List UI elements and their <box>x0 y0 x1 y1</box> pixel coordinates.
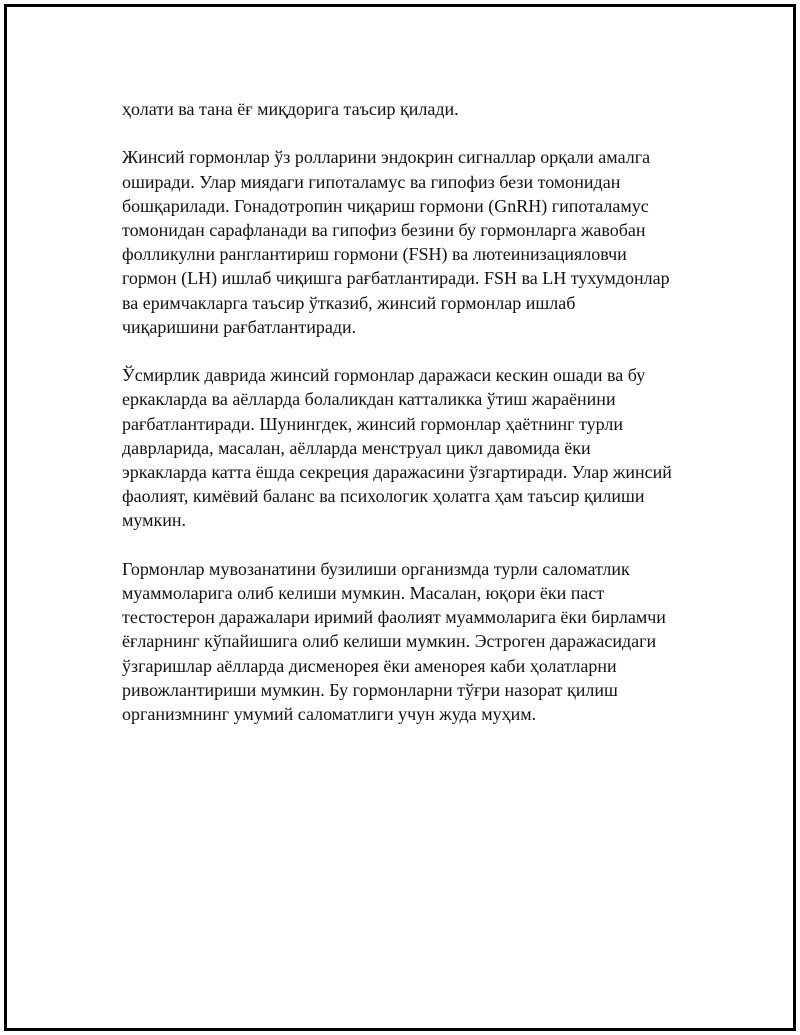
paragraph-line: мумкин. <box>122 510 187 531</box>
paragraph-line: ва еримчакларга таъсир ўтказиб, жинсий гормонлар ишлаб <box>122 292 576 313</box>
paragraph-line: чиқаришини рағбатлантиради. <box>122 316 357 337</box>
paragraph-line: ёғларнинг кўпайишига олиб келиши мумкин. Эстроген даражасидаги <box>122 631 657 652</box>
paragraph-line: оширади. Улар миядаги гипоталамус ва гипофиз бези томонидан <box>122 171 621 192</box>
paragraph-2 <box>122 145 682 339</box>
paragraph-line: ривожлантириши мумкин. Бу гормонларни тўғри назорат қилиш <box>122 679 618 700</box>
paragraph-line: гормон (LH) ишлаб чиқишга рағбатлантиради. FSH ва LH тухумдонлар <box>122 268 670 289</box>
paragraph-line: Гормонлар мувозанатини бузилиши организмда турли саломатлик <box>122 558 630 579</box>
paragraph-1 <box>122 97 682 121</box>
paragraph-line: рағбатлантиради. Шунингдек, жинсий гормонлар ҳаётнинг турли <box>122 413 624 434</box>
paragraph-line: фолликулни ранглантириш гормони (FSH) ва лютеинизацияловчи <box>122 244 627 265</box>
paragraph-line: томонидан сарафланади ва гипофиз безини бу гормонларга жавобан <box>122 220 646 240</box>
paragraph-line: ҳолати ва тана ёғ миқдорига таъсир қилади. <box>122 99 459 119</box>
paragraph-line: Жинсий гормонлар ўз ролларини эндокрин сигналлар орқали амалга <box>122 147 651 168</box>
paragraph-line: бошқарилади. Гонадотропин чиқариш гормони (GnRH) гипоталамус <box>122 195 649 216</box>
paragraph-line: даврларида, масалан, аёлларда менструал цикл давомида ёки <box>122 437 591 458</box>
paragraph-4 <box>122 557 682 726</box>
paragraph-line: организмнинг умумий саломатлиги учун жуда муҳим. <box>122 704 537 725</box>
paragraph-line: фаолият, кимёвий баланс ва психологик ҳолатга ҳам таъсир қилиши <box>122 486 645 507</box>
paragraph-3 <box>122 363 682 532</box>
paragraph-line: Ўсмирлик даврида жинсий гормонлар даражаси кескин ошади ва бу <box>122 365 646 386</box>
document-body <box>122 97 682 750</box>
page-frame <box>4 4 796 1031</box>
paragraph-line: ўзгаришлар аёлларда дисменорея ёки аменорея каби ҳолатларни <box>122 655 617 676</box>
paragraph-line: тестостерон даражалари иримий фаолият муаммоларига ёки бирламчи <box>122 607 666 628</box>
paragraph-line: эркакларда катта ёшда секреция даражасини ўзгартиради. Улар жинсий <box>122 462 672 483</box>
paragraph-line: муаммоларига олиб келиши мумкин. Масалан, юқори ёки паст <box>122 583 605 604</box>
paragraph-line: еркакларда ва аёлларда болаликдан катталикка ўтиш жараёнини <box>122 389 616 410</box>
